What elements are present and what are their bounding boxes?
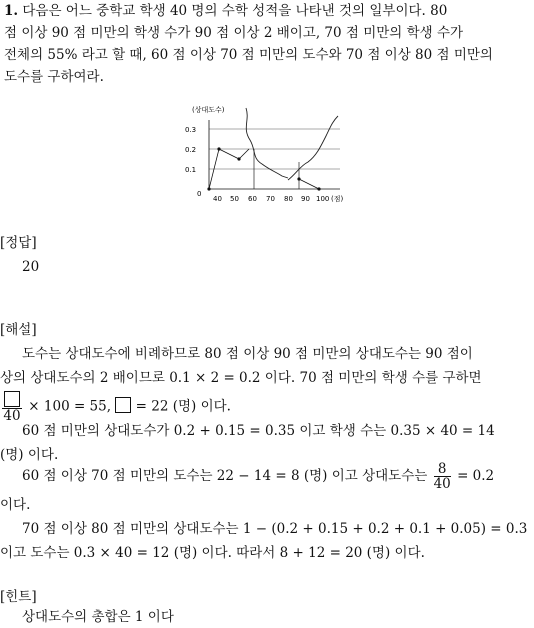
series-segment-partial bbox=[239, 149, 249, 159]
y-tick-0: 0 bbox=[197, 190, 202, 198]
answer-label: [정답] bbox=[0, 235, 37, 251]
solution-line-2: 상의 상대도수의 2 배이므로 0.1 × 2 = 0.2 이다. 70 점 미만의 학생 수를 구하면 bbox=[0, 370, 482, 386]
frequency-polygon-chart bbox=[180, 100, 350, 212]
y-tick-0.3: 0.3 bbox=[185, 126, 197, 134]
x-tick-70: 70 bbox=[266, 195, 275, 203]
series-point-85 bbox=[297, 177, 300, 180]
solution-label: [해설] bbox=[0, 322, 37, 338]
solution-line-8: 70 점 이상 80 점 미만의 상대도수는 1 − (0.2 + 0.15 + 0.2 + 0.1 + 0.05) = 0.3 bbox=[22, 521, 528, 537]
x-tick-40: 40 bbox=[213, 195, 222, 203]
solution-line-5: (명) 이다. bbox=[0, 447, 59, 463]
solution-line-6: 60 점 이상 70 점 미만의 도수는 22 − 14 = 8 (명) 이고 상대도수는 $\frac{8}{40}$ = 0.2 bbox=[22, 461, 495, 492]
hint-text: 상대도수의 총합은 1 이다 bbox=[22, 609, 174, 625]
x-tick-90: 90 bbox=[301, 195, 310, 203]
x-tick-80: 80 bbox=[284, 195, 293, 203]
torn-edge-left bbox=[246, 108, 288, 178]
solution-line-4: 60 점 미만의 상대도수가 0.2 + 0.15 = 0.35 이고 학생 수는 0.35 × 40 = 14 bbox=[22, 423, 495, 439]
fraction-blank-over-40: 40 bbox=[2, 391, 22, 423]
problem-line-3: 전체의 55% 라고 할 때, 60 점 이상 70 점 미만의 도수와 70 점 이상 80 점 미만의 bbox=[4, 47, 493, 63]
x-tick-100: 100 bbox=[316, 195, 330, 203]
problem-line-2: 점 이상 90 점 미만의 학생 수가 90 점 이상 2 배이고, 70 점 미만의 학생 수가 bbox=[4, 25, 464, 41]
solution-line-1: 도수는 상대도수에 비례하므로 80 점 이상 90 점 미만의 상대도수는 90 점이 bbox=[22, 346, 473, 362]
solution-line-9: 이고 도수는 0.3 × 40 = 12 (명) 이다. 따라서 8 + 12 = 20 (명) 이다. bbox=[0, 545, 425, 561]
series-point-95 bbox=[317, 187, 320, 190]
torn-edge-right bbox=[288, 116, 338, 180]
y-tick-0.2: 0.2 bbox=[185, 146, 197, 154]
series-point-40 bbox=[207, 187, 210, 190]
blank-box bbox=[115, 397, 131, 413]
problem-line-1: 1. 다음은 어느 중학교 학생 40 명의 수학 성적을 나타낸 것의 일부이다. 80 bbox=[4, 3, 448, 19]
solution-line-7: 이다. bbox=[0, 497, 31, 513]
series-point-45 bbox=[217, 147, 220, 150]
series-segment-1 bbox=[219, 149, 239, 159]
problem-line-4: 도수를 구하여라. bbox=[4, 69, 104, 85]
y-tick-0.1: 0.1 bbox=[185, 166, 197, 174]
x-tick-50: 50 bbox=[230, 195, 239, 203]
y-axis-label: (상대도수) bbox=[192, 106, 225, 114]
series-segment-2 bbox=[299, 179, 319, 189]
fraction-8-over-40: $\frac{8}{40}$ bbox=[433, 461, 451, 492]
problem-number: 1. bbox=[4, 3, 19, 19]
x-axis-label: (점) bbox=[331, 195, 344, 203]
answer-value: 20 bbox=[22, 259, 40, 275]
x-tick-60: 60 bbox=[248, 195, 257, 203]
blank-box bbox=[4, 391, 20, 407]
series-point-55 bbox=[237, 157, 240, 160]
solution-line-3: 40 × 100 = 55, = 22 (명) 이다. bbox=[0, 391, 231, 423]
hint-label: [힌트] bbox=[0, 589, 37, 605]
